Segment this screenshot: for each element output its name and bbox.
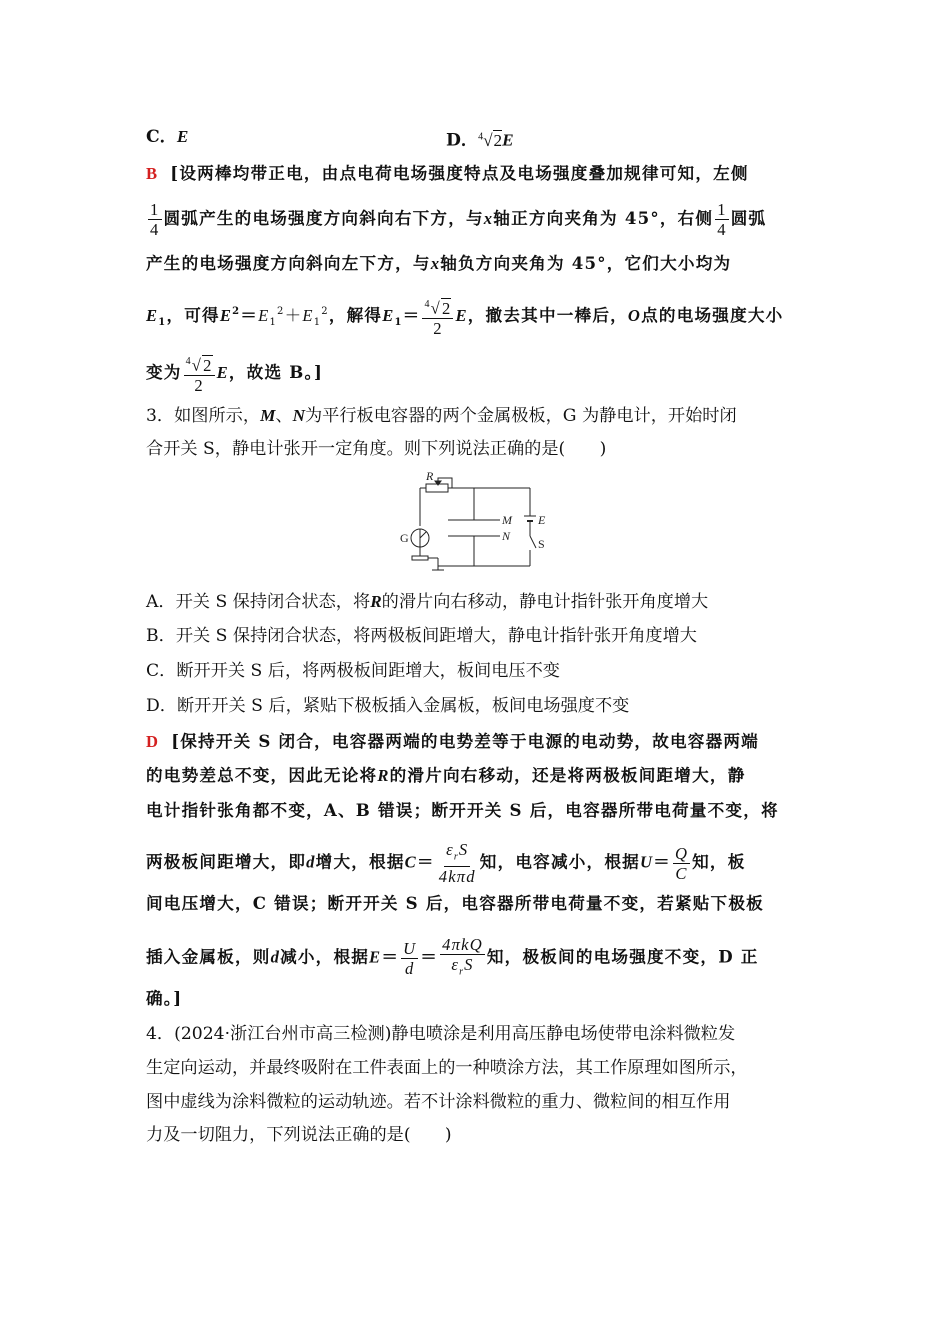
label-e: E [538,513,546,527]
solution-3-line-7: 确。] [146,988,183,1008]
electroscope-needle [420,532,426,538]
fourth-root: $^4$√2 [478,130,503,150]
fraction-field: $\frac{\text{4πkQ}}{\varepsilon_rS}$ [442,935,483,978]
fraction-q-over-c: $\frac{Q}{C}$ [674,843,689,883]
solution-3-line-2: 的电势差总不变，因此无论将R的滑片向右移动，还是将两极板间距增大，静 [146,765,746,785]
answer-b: B [146,164,159,183]
label-g: G [400,531,409,545]
option-d-q3: D．断开开关 S 后，紧贴下极板插入金属板，板间电场强度不变 [146,696,630,716]
solution-3-line-3: 电计指针张角都不变，A、B 错误；断开开关 S 后，电容器所带电荷量不变，将 [146,800,779,820]
question-3-line-2: 合开关 S，静电计张开一定角度。则下列说法正确的是( ) [146,439,607,459]
option-a: A．开关 S 保持闭合状态，将R的滑片向右移动，静电计指针张开角度增大 [146,592,709,612]
solution-3-line-1: D [保持开关 S 闭合，电容器两端的电势差等于电源的电动势，故电容器两端 [146,731,759,751]
solution-2-line-2: $\frac{1}{4}$ 圆弧产生的电场强度方向斜向右下方，与x轴正方向夹角为 45°，右侧 $\frac{1}{4}$ 圆弧 [150,200,767,239]
solution-2-line-3: 产生的电场强度方向斜向左下方，与x轴负方向夹角为 45°，它们大小均为 [146,253,732,273]
solution-3-line-6: 插入金属板，则d减小，根据E＝ $\frac{U}{d}$ ＝ $\frac{\text{4πkQ}}{\varepsilon_rS}$ 知，极板间的电场强度不变，D 正 [146,935,759,981]
fraction-u-over-d: $\frac{U}{d}$ [403,938,417,978]
fraction-one-quarter: $\frac{1}{4}$ [150,200,160,239]
option-c-q3: C．断开开关 S 后，将两极板间距增大，板间电压不变 [146,661,560,681]
solution-3-line-4: 两极板间距增大，即d增大，根据C＝ $\frac{\varepsilon_rS}{\text{4kπd}}$ 知，电容减小，根据U＝ $\frac{Q}{C}$ 知，板 [146,840,746,887]
switch-blade [530,536,536,548]
option-b: B．开关 S 保持闭合状态，将两极板间距增大，静电计指针张开角度增大 [146,626,697,646]
fraction-root2-over-2-b: $\frac{^4√2}{2}$ [184,352,215,395]
question-4-line-3: 图中虚线为涂料微粒的运动轨迹。若不计涂料微粒的重力、微粒间的相互作用 [146,1092,731,1112]
label-s: S [538,537,545,551]
label-n: N [502,529,511,543]
rheostat [426,484,448,492]
solution-2-line-4: $E_1$，可得$E^2=E_1^2+E_1^2$，解得$E_1=$ $\frac{^4√2}{2}$ E，撤去其中一棒后，O点的电场强度大小 [146,295,783,338]
answer-d: D [146,732,160,751]
option-d: D．$^4$√2E [446,130,514,151]
fraction-root2-over-2: $\frac{^4√2}{2}$ [422,295,453,338]
option-c: C．E [146,127,189,147]
question-3-line-1: 3．如图所示，M、N为平行板电容器的两个金属极板，G 为静电计，开始时闭 [146,406,737,426]
fraction-one-quarter-2: $\frac{1}{4}$ [717,200,727,239]
label-m: M [502,513,512,527]
circuit-diagram [398,468,558,573]
question-4-line-4: 力及一切阻力，下列说法正确的是( ) [146,1125,452,1145]
solution-2-line-5: 变为 $\frac{^4√2}{2}$ E，故选 B。] [146,352,323,395]
label-r: R [426,469,434,483]
solution-3-line-5: 间电压增大，C 错误；断开开关 S 后，电容器所带电荷量不变，若紧贴下极板 [146,893,764,913]
question-4-line-1: 4．(2024·浙江台州市高三检测)静电喷涂是利用高压静电场使带电涂料微粒发 [146,1024,736,1044]
electroscope-base [412,556,428,560]
fraction-capacitance: $\frac{\varepsilon_rS}{\text{4kπd}}$ [438,840,476,887]
solution-2-line-1: B [设两棒均带正电，由点电荷电场强度特点及电场强度叠加规律可知，左侧 [146,163,749,183]
question-4-line-2: 生定向运动，并最终吸附在工件表面上的一种喷涂方法，其工作原理如图所示， [146,1058,748,1078]
